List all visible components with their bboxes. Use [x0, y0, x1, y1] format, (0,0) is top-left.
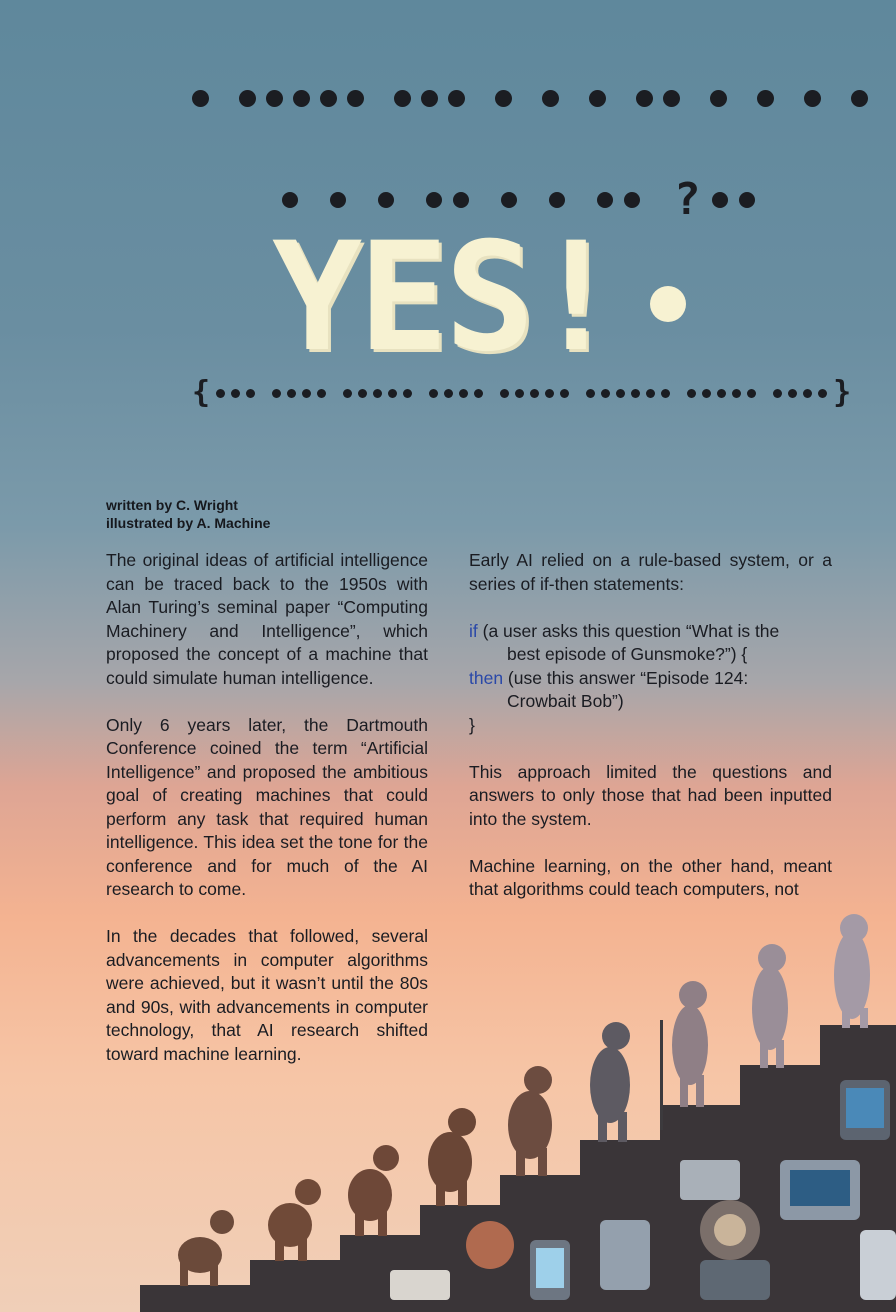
code-keyword-then: then: [469, 667, 504, 688]
paragraph-rule-based: Early AI relied on a rule-based system, or a series of if-then statements:: [469, 550, 832, 594]
decorative-dot-row-3: [192, 375, 852, 410]
evolution-illustration: [140, 900, 896, 1312]
paragraph-limitation: This approach limited the questions and answers to only those that had been inputted into the system.: [469, 761, 832, 829]
code-if-condition: (a user asks this question “What is the: [477, 620, 780, 641]
brace-close-glyph: }: [833, 375, 852, 410]
paragraph-dartmouth: Only 6 years later, the Dartmouth Conference coined the term “Artificial Intelligence” and proposed the ambitious goal of creating machines that could perform any task that required human intelligence. This idea set the tone for the conference and for much of the AI research to come.: [106, 714, 428, 899]
paragraph-decades: In the decades that followed, several advancements in computer algorithms were achieved, but it wasn’t until the 80s and 90s, with advancements in computer technology, that AI research shifted toward machine learning.: [106, 926, 428, 1064]
paragraph-machine-learning: Machine learning, on the other hand, meant that algorithms could teach computers, not: [469, 855, 832, 899]
question-mark-glyph: ?: [674, 174, 701, 225]
code-keyword-if: if: [469, 620, 478, 641]
writer-credit: written by C. Wright: [106, 497, 238, 513]
title-dot-icon: [650, 286, 686, 322]
right-article-column: [469, 549, 832, 902]
brace-open-glyph: {: [192, 375, 211, 410]
illustrator-credit: illustrated by A. Machine: [106, 515, 271, 531]
code-then-action: (use this answer “Episode 124:: [503, 667, 749, 688]
decorative-dot-row-1: [192, 90, 868, 107]
page-title: YES!: [272, 211, 618, 385]
code-example: [469, 620, 832, 738]
paragraph-turing: The original ideas of artificial intelligence can be traced back to the 1950s with Alan Turing’s seminal paper “Computing Machinery and Intelligence”, which proposed the concept of a machine that could simulate human intelligence.: [106, 550, 428, 688]
code-close-brace: }: [469, 714, 475, 735]
code-if-condition-cont: best episode of Gunsmoke?”) {: [507, 644, 748, 664]
code-then-action-cont: Crowbait Bob”): [507, 691, 624, 711]
